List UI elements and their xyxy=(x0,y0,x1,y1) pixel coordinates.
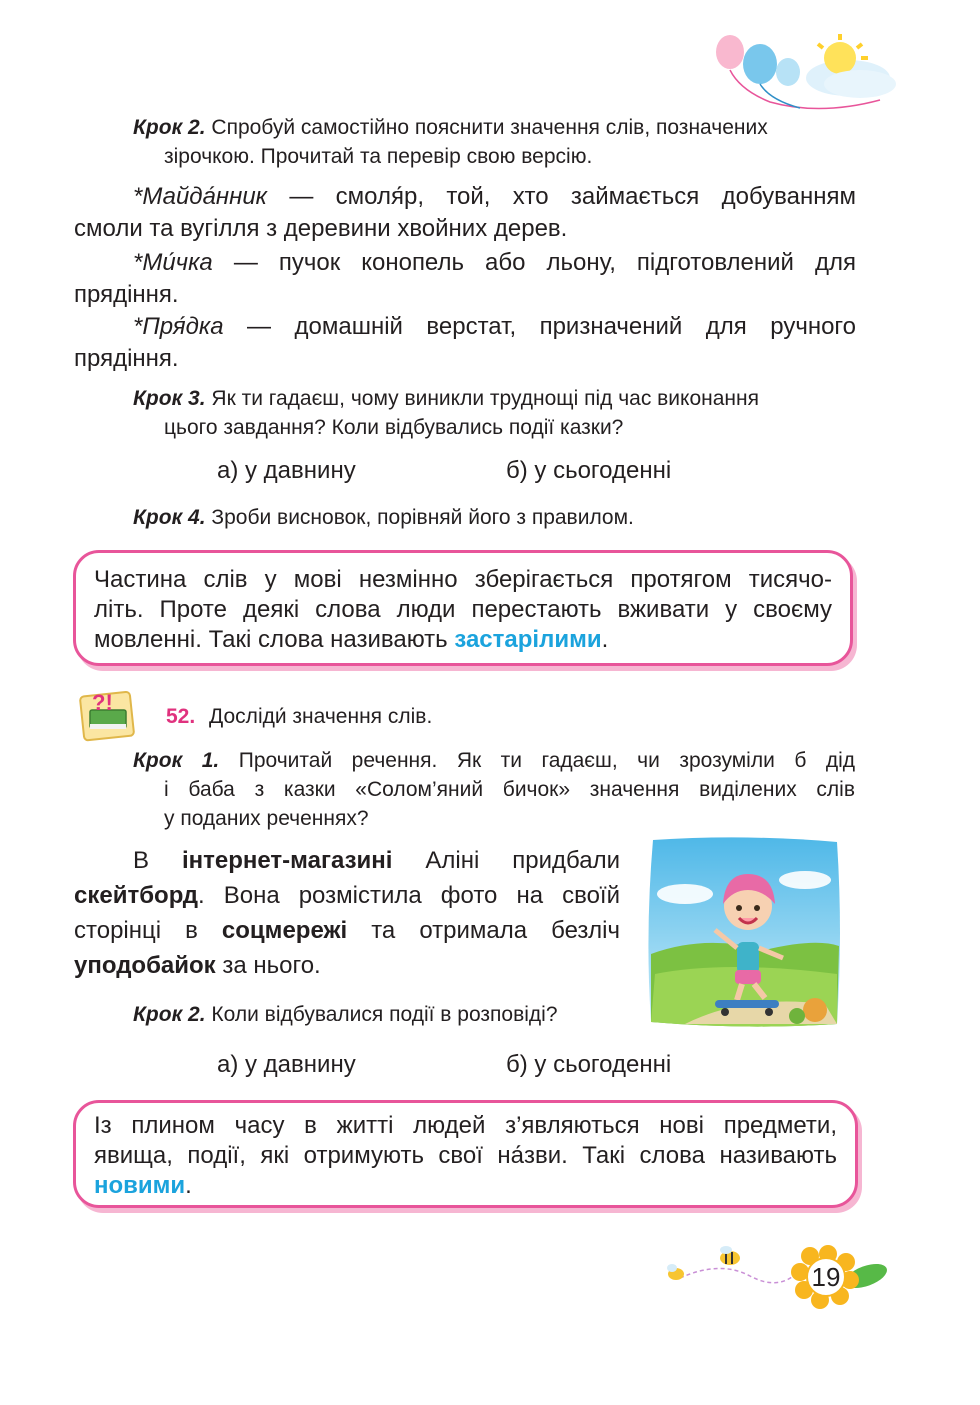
rule-box-new-words xyxy=(73,1100,858,1208)
step-label: Крок 3. xyxy=(133,387,206,410)
definition-priadka xyxy=(74,311,856,375)
answer-option-a: а) у давнину xyxy=(217,1051,356,1078)
punctuation: . xyxy=(185,1172,192,1199)
highlighted-word: соцмережі xyxy=(221,917,348,944)
step-label: Крок 1. xyxy=(133,749,220,772)
highlighted-word: уподобайок xyxy=(74,952,216,979)
story-text: . Вона розмістила фото на своїй xyxy=(198,882,620,909)
task-52-heading xyxy=(166,704,432,730)
definition-term: *Майда́нник xyxy=(133,183,268,210)
highlighted-word: скейтборд xyxy=(74,882,198,909)
rule-text-line: Із плином часу в житті людей з’являються нові предмети, xyxy=(94,1112,837,1139)
step-label: Крок 2. xyxy=(133,1003,206,1026)
definition-mychka xyxy=(74,247,856,311)
rule-box-archaic-words xyxy=(73,550,853,666)
story-paragraph xyxy=(74,843,620,983)
step-4-instruction xyxy=(133,503,855,532)
step-text-line: зірочкою. Прочитай та перевір свою версію. xyxy=(164,145,593,168)
definition-text: — пучок конопель або льону, підготовлений для xyxy=(233,249,856,276)
page-number: 19 xyxy=(811,1262,841,1292)
step-text-line: цього завдання? Коли відбувались події казки? xyxy=(164,416,624,439)
highlighted-word: інтернет-магазині xyxy=(181,847,393,874)
story-text: та отримала безліч xyxy=(347,917,620,944)
rule-text-line: явища, події, які отримують свої на́зви. Такі слова називають xyxy=(94,1142,837,1169)
step-2-instruction xyxy=(133,113,855,171)
story-text: за нього. xyxy=(215,952,321,979)
bees-flower-decoration xyxy=(660,1240,890,1310)
balloons-sun-decoration xyxy=(700,30,900,120)
step-text-line: Зроби висновок, порівняй його з правилом. xyxy=(211,506,634,529)
definition-text: — смоля́р, той, хто займається добуванням xyxy=(289,183,856,210)
step-text-line: і баба з казки «Солом’яний бичок» значення виділених слів xyxy=(164,778,855,801)
definition-term: *Пря́дка xyxy=(133,313,224,340)
step-text-line: Коли відбувалися події в розповіді? xyxy=(211,1003,558,1026)
definition-text: — домашній верстат, призначений для ручного xyxy=(247,313,857,340)
story-text: сторінці в xyxy=(74,917,222,944)
task-number: 52. xyxy=(166,705,196,728)
definition-term: *Ми́чка xyxy=(133,249,213,276)
step-label: Крок 2. xyxy=(133,116,206,139)
highlighted-term: застарілими xyxy=(454,626,602,653)
answer-option-a: а) у давнину xyxy=(217,457,356,484)
task-52-step-1 xyxy=(133,746,855,833)
step-label: Крок 4. xyxy=(133,506,206,529)
rule-text-line: мовленні. Такі слова називають xyxy=(94,626,455,653)
step-text-line: у поданих реченнях? xyxy=(164,807,369,830)
punctuation: . xyxy=(601,626,609,653)
rule-text-line: літь. Проте деякі слова люди перестають вживати у своєму xyxy=(94,596,832,623)
definition-text: смоли та вугілля з деревини хвойних дерев. xyxy=(74,215,568,242)
story-text: В xyxy=(133,847,182,874)
task-title: Досліди́ значення слів. xyxy=(209,705,433,728)
step-3-instruction xyxy=(133,384,855,442)
question-exclaim-badge: ?! xyxy=(92,690,113,715)
highlighted-term: новими xyxy=(94,1172,186,1199)
answer-option-b: б) у сьогоденні xyxy=(506,457,672,484)
answer-option-b: б) у сьогоденні xyxy=(506,1051,672,1078)
story-text: Аліні придбали xyxy=(392,847,620,874)
definition-text: прядіння. xyxy=(74,345,179,372)
step-text-line: Спробуй самостійно пояснити значення слів, позначених xyxy=(211,116,768,139)
definition-maidannyk xyxy=(74,181,856,245)
task-52-step-2 xyxy=(133,1000,855,1029)
definition-text: прядіння. xyxy=(74,281,179,308)
rule-text-line: Частина слів у мові незмінно зберігається протягом тисячо- xyxy=(94,566,832,593)
step-text-line: Як ти гадаєш, чому виникли труднощі під час виконання xyxy=(211,387,759,410)
step-text-line: Прочитай речення. Як ти гадаєш, чи зрозуміли б дід xyxy=(238,749,856,772)
